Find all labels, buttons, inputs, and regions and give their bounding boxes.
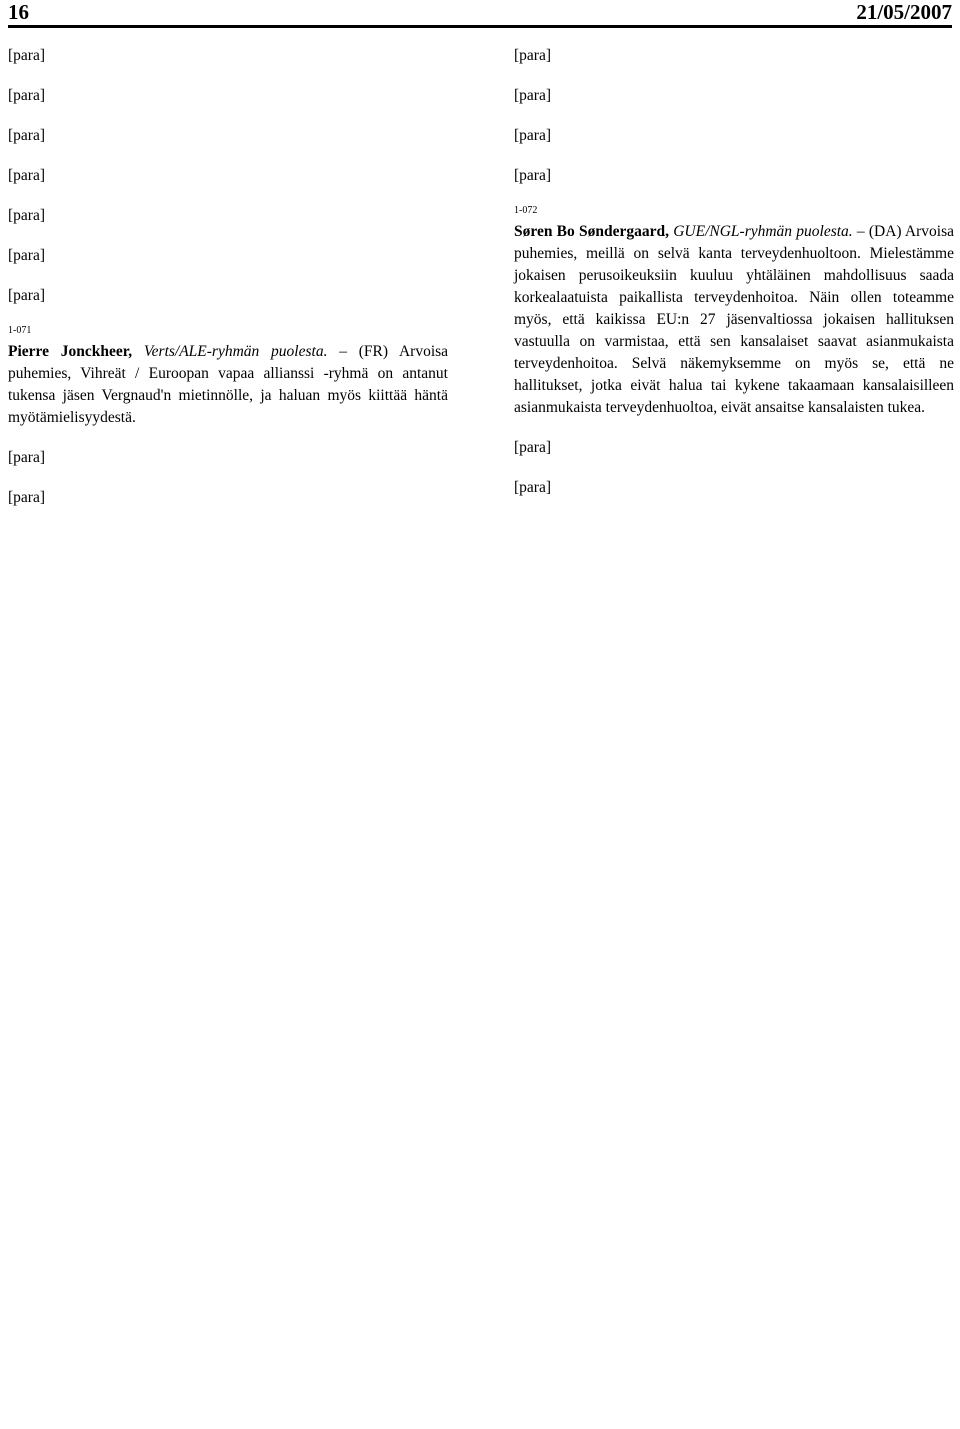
paragraph: [para] [8, 247, 45, 264]
speech-text: – (FR) Arvoisa puhemies, Vihreät / Euroopan vapaa allianssi -ryhmä on antanut tukensa jäsen Vergnaud'n mietinnölle, ja haluan myös kiittää häntä myötämielisyydestä. [8, 343, 449, 426]
paragraph: [para] [514, 87, 551, 104]
paragraph: [para] [8, 287, 45, 304]
page-header [8, 0, 952, 22]
page-number: 16 [8, 0, 29, 24]
header-rule [8, 25, 952, 28]
right-column [514, 45, 954, 517]
page-date: 21/05/2007 [856, 0, 952, 24]
paragraph: [para] [514, 439, 551, 456]
paragraph: [para] [8, 167, 45, 184]
paragraph: [para] [8, 449, 45, 466]
speech-reference: 1-071 [8, 325, 32, 336]
speaker-party: Verts/ALE-ryhmän puolesta. [143, 343, 328, 360]
paragraph: [para] [8, 127, 45, 144]
speaker-name: Pierre Jonckheer, [8, 343, 133, 360]
speaker-entry [514, 221, 954, 419]
paragraph: [para] [514, 47, 551, 64]
speaker-name: Søren Bo Søndergaard, [514, 223, 669, 240]
paragraph: [para] [514, 127, 551, 144]
speech-reference: 1-072 [514, 205, 538, 216]
speaker-entry [8, 341, 448, 429]
speaker-party: GUE/NGL-ryhmän puolesta. [673, 223, 853, 240]
paragraph: [para] [8, 207, 45, 224]
paragraph: [para] [514, 479, 551, 496]
paragraph: [para] [8, 87, 45, 104]
paragraph: [para] [514, 167, 551, 184]
paragraph: [para] [8, 489, 45, 506]
speech-text: – (DA) Arvoisa puhemies, meillä on selvä kanta terveydenhuoltoon. Mielestämme jokaisen perusoikeuksiin kuuluu yhtäläinen mahdollisuus saada korkealaatuista paikallista terveydenhoitoa. Näin ollen toteamme myös, että kaikissa EU:n 27 jäsenvaltiossa jokaisen hallituksen vastuulla on varmistaa, että sen kansalaiset saavat asianmukaista terveydenhoitoa. Selvä näkemyksemme on myös se, että ne hallitukset, jotka eivät halua tai kykene takaamaan kansalaisilleen asianmukaista terveydenhuoltoa, eivät ansaitse kansalaisten tukea. [514, 223, 955, 416]
paragraph: [para] [8, 47, 45, 64]
left-column [8, 45, 448, 527]
